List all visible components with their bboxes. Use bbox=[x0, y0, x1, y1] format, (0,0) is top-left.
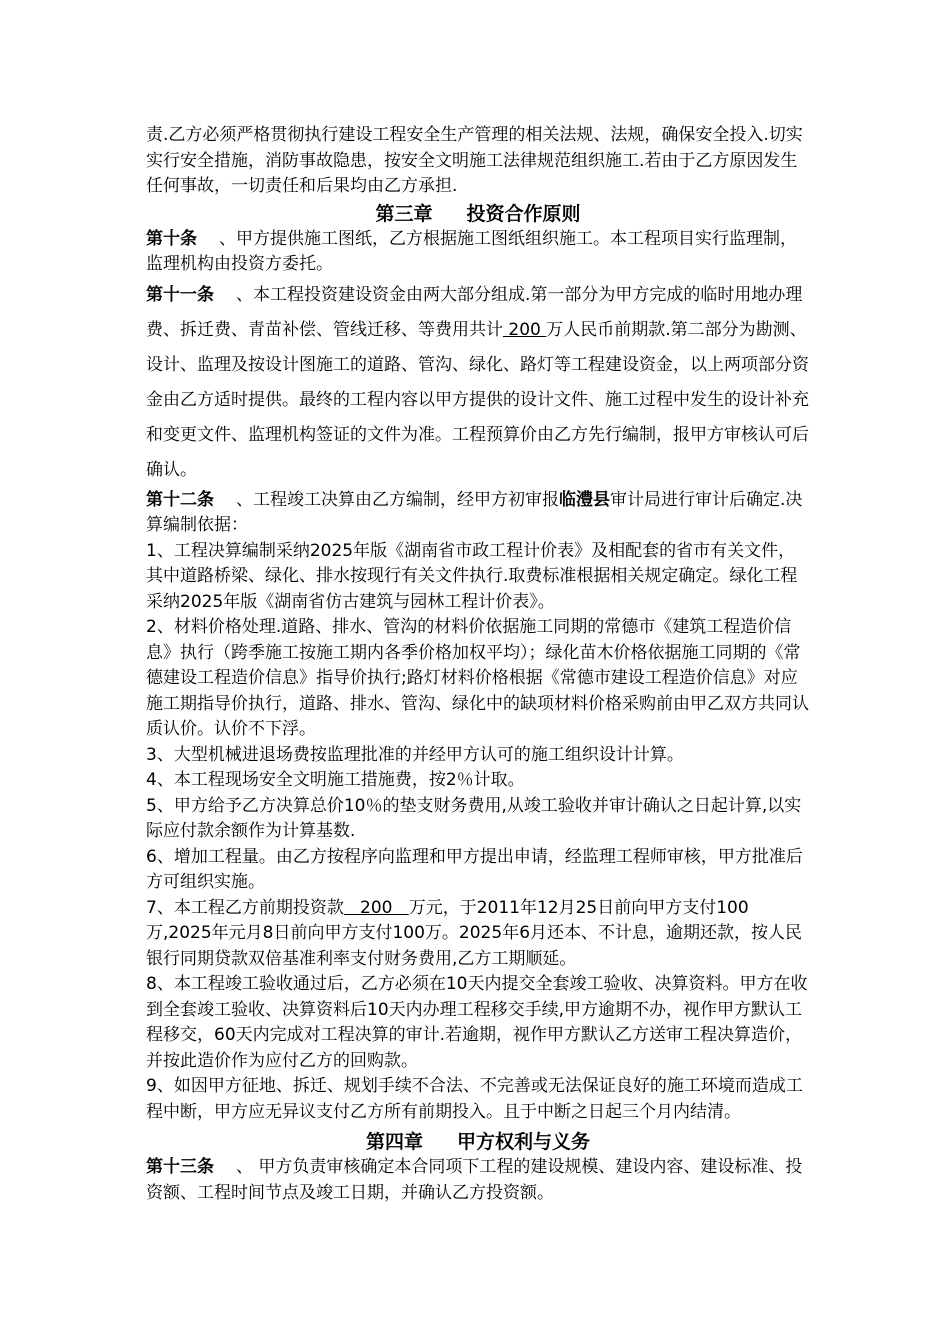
article-12-text-1: 、工程竣工决算由乙方编制，经甲方初审报 bbox=[236, 489, 559, 510]
chapter-4-number: 第四章 bbox=[365, 1131, 423, 1153]
list-item-5: 5、甲方给予乙方决算总价10％的垫支财务费用,从竣工验收并审计确认之日起计算,以实际应付款余额作为计算基数. bbox=[146, 795, 802, 841]
chapter-4-title: 甲方权利与义务 bbox=[457, 1131, 591, 1153]
article-11-text-2: 万人民币前期款.第二部分为勘测、设计、监理及按设计图施工的道路、管沟、绿化、路灯等工程建设资金，以上两项部分资金由乙方适时提供。最终的工程内容以甲方提供的设计文件、施工过程中发生的设计补充和变更文件、监理机构签证的文件为准。工程预算价由乙方先行编制，报甲方审核认可后确认。 bbox=[146, 319, 809, 480]
article-12-label: 第十二条 bbox=[146, 489, 214, 510]
list-item-6: 6、增加工程量。由乙方按程序向监理和甲方提出申请，经监理工程师审核，甲方批准后方可组织实施。 bbox=[146, 846, 803, 892]
article-11-label: 第十一条 bbox=[146, 284, 214, 305]
article-12-text-2: 审计局进行审计后确定.决算编制依据： bbox=[146, 489, 803, 535]
intro-paragraph: 责.乙方必须严格贯彻执行建设工程安全生产管理的相关法规、法规，确保安全投入.切实实行安全措施，消防事故隐患，按安全文明施工法律规范组织施工.若由于乙方原因发生任何事故，一切责任和后果均由乙方承担. bbox=[146, 125, 803, 196]
list-item-7-text-1: 7、本工程乙方前期投资款 bbox=[146, 897, 344, 918]
list-item-9: 9、如因甲方征地、拆迁、规划手续不合法、不完善或无法保证良好的施工环境而造成工程中断，甲方应无异议支付乙方所有前期投入。且于中断之日起三个月内结清。 bbox=[146, 1076, 803, 1122]
chapter-3-title: 投资合作原则 bbox=[466, 202, 581, 225]
list-item-4: 4、本工程现场安全文明施工措施费，按2％计取。 bbox=[146, 770, 525, 790]
chapter-3-number: 第三章 bbox=[375, 202, 433, 225]
article-10-label: 第十条 bbox=[146, 228, 197, 249]
list-item-3: 3、大型机械进退场费按监理批准的并经甲方认可的施工组织设计计算。 bbox=[146, 744, 684, 765]
article-12 bbox=[146, 488, 810, 539]
chapter-3-heading bbox=[146, 201, 810, 227]
list-item-1: 1、工程决算编制采纳2025年版《湖南省市政工程计价表》及相配套的省市有关文件，其中道路桥梁、绿化、排水按现行有关文件执行.取费标准根据相关规定确定。绿化工程采纳2025年版《湖南省仿古建筑与园林工程计价表》。 bbox=[146, 540, 798, 612]
article-11-text-1: 、本工程投资建设资金由两大部分组成.第一部分为甲方完成的临时用地办理费、拆迁费、青苗补偿、管线迁移、等费用共计 bbox=[146, 284, 803, 340]
article-13-label: 第十三条 bbox=[146, 1157, 214, 1177]
document-body bbox=[146, 123, 810, 1206]
list-item-7-amount: 200 bbox=[343, 897, 409, 918]
chapter-4-heading bbox=[146, 1129, 810, 1155]
list-item-7 bbox=[146, 896, 810, 973]
list-item-2: 2、材料价格处理.道路、排水、管沟的材料价依据施工同期的常德市《建筑工程造价信息》执行（跨季施工按施工期内各季价格加权平均）；绿化苗木价格依据施工同期的《常德建设工程造价信息》指导价执行;路灯材料价格根据《常德市建设工程造价信息》对应施工期指导价执行，道路、排水、管沟、绿化中的缺项材料价格采购前由甲乙双方共同认质认价。认价不下浮。 bbox=[146, 617, 809, 739]
article-13 bbox=[146, 1155, 810, 1206]
list-item-8: 8、本工程竣工验收通过后，乙方必须在10天内提交全套竣工验收、决算资料。甲方在收到全套竣工验收、决算资料后10天内办理工程移交手续,甲方逾期不办，视作甲方默认工程移交，60天内完成对工程决算的审计.若逾期，视作甲方默认乙方送审工程决算造价，并按此造价作为应付乙方的回购款。 bbox=[146, 974, 808, 1071]
article-12-county: 临澧县 bbox=[559, 489, 610, 510]
article-11-amount: 200 bbox=[503, 319, 547, 340]
article-13-text: 、 甲方负责审核确定本合同项下工程的建设规模、建设内容、建设标准、投资额、工程时间节点及竣工日期，并确认乙方投资额。 bbox=[146, 1157, 803, 1203]
article-11 bbox=[146, 278, 810, 488]
list-item-7-text-2: 万元，于2011年12月25日前向甲方支付100万,2025年元月8日前向甲方支付100万。2025年6月还本、不计息，逾期还款，按人民银行同期贷款双倍基准利率支付财务费用,乙方工期顺延。 bbox=[146, 897, 803, 969]
article-10 bbox=[146, 227, 810, 278]
article-10-text: 、甲方提供施工图纸，乙方根据施工图纸组织施工。本工程项目实行监理制，监理机构由投资方委托。 bbox=[146, 228, 797, 274]
